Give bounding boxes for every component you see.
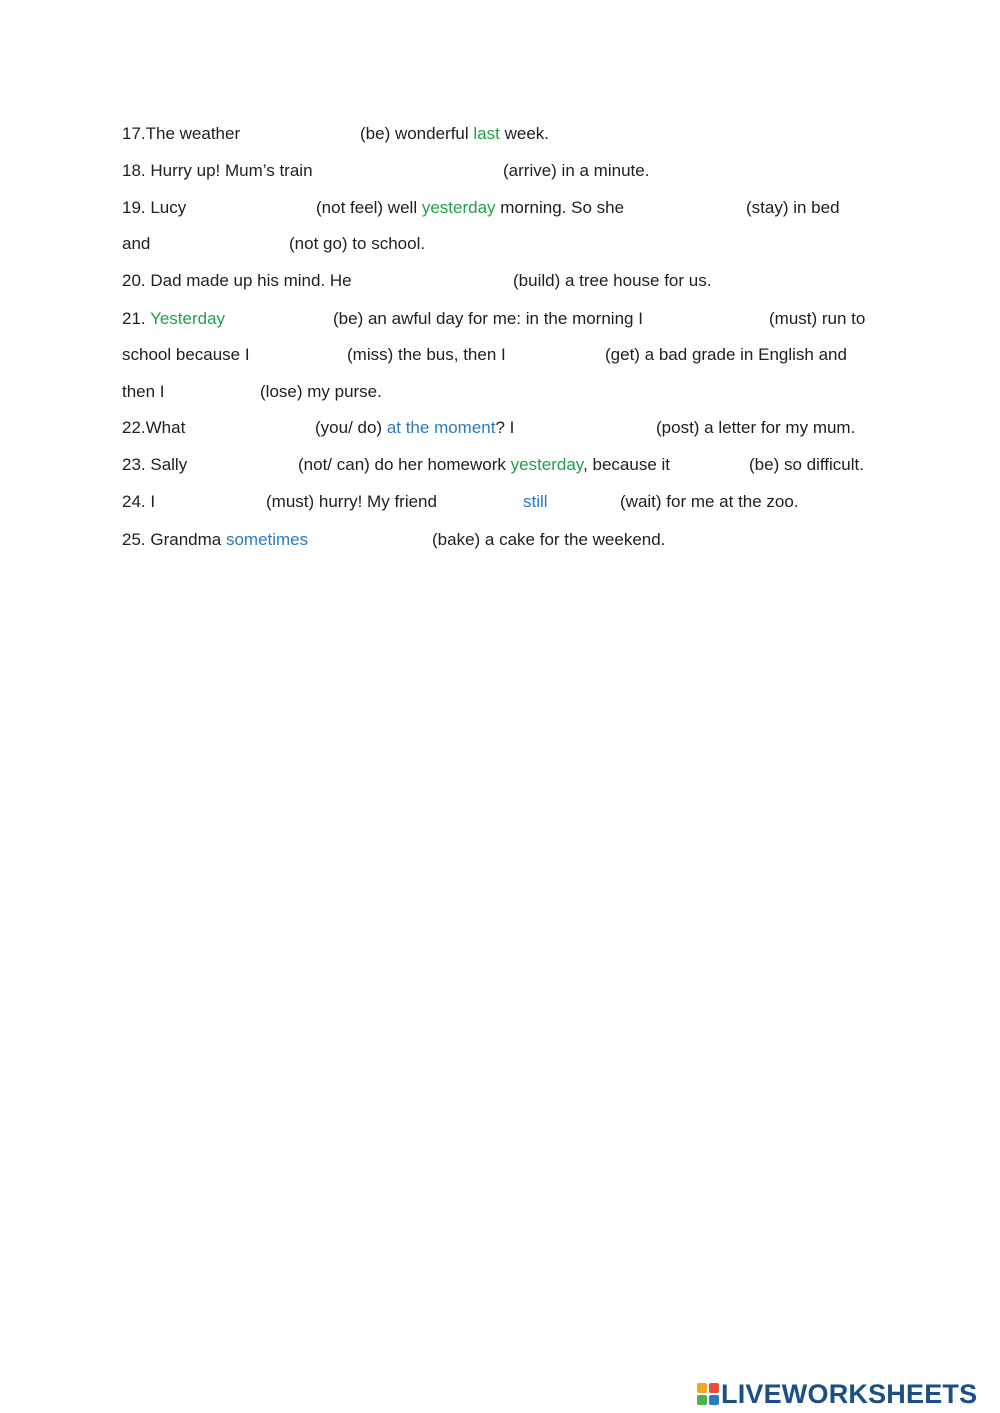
sentence-text: (stay) in bed bbox=[746, 198, 840, 217]
sentence-text: 24. I bbox=[122, 492, 156, 511]
sentence-text: (not/ can) do her homework yesterday, because it bbox=[298, 455, 671, 474]
answer-gap-20[interactable] bbox=[372, 271, 514, 293]
answer-gap-21e[interactable] bbox=[174, 382, 260, 404]
sentence-text: 25. Grandma sometimes bbox=[122, 530, 309, 549]
liveworksheets-logo bbox=[697, 1379, 977, 1409]
liveworksheets-blocks-icon bbox=[697, 1383, 719, 1405]
sentence-text: (not feel) well yesterday morning. So she bbox=[316, 198, 625, 217]
sentence-text: then I bbox=[122, 382, 165, 401]
time-marker: yesterday bbox=[510, 455, 584, 474]
sentence-text: (must) hurry! My friend bbox=[266, 492, 437, 511]
answer-gap-21a[interactable] bbox=[236, 309, 333, 331]
sentence-text: (bake) a cake for the weekend. bbox=[432, 530, 666, 549]
sentence-text: 19. Lucy bbox=[122, 198, 187, 217]
sentence-text: (be) so difficult. bbox=[749, 455, 864, 474]
sentence-text: (must) run to bbox=[769, 309, 866, 328]
sentence-text: (miss) the bus, then I bbox=[347, 345, 506, 364]
answer-gap-25[interactable] bbox=[326, 530, 432, 552]
answer-gap-24c[interactable] bbox=[556, 492, 620, 514]
sentence-text: (post) a letter for my mum. bbox=[656, 418, 856, 437]
time-marker: last bbox=[473, 124, 500, 143]
sentence-text: (wait) for me at the zoo. bbox=[620, 492, 799, 511]
sentence-text: 22.What bbox=[122, 418, 186, 437]
answer-gap-21b[interactable] bbox=[678, 309, 769, 331]
answer-gap-21d[interactable] bbox=[522, 345, 606, 367]
logo-text: LIVEWORKSHEETS bbox=[721, 1378, 978, 1409]
sentence-text: (be) wonderful last week. bbox=[360, 124, 549, 143]
sentence-text: (lose) my purse. bbox=[260, 382, 382, 401]
answer-gap-23b[interactable] bbox=[711, 455, 749, 477]
answer-gap-22b[interactable] bbox=[541, 418, 655, 440]
time-marker: yesterday bbox=[421, 198, 496, 217]
answer-gap-24a[interactable] bbox=[162, 492, 266, 514]
sentence-text: (be) an awful day for me: in the morning I bbox=[333, 309, 643, 328]
sentence-text: (get) a bad grade in English and bbox=[605, 345, 847, 364]
time-marker: at the moment bbox=[386, 418, 496, 437]
time-marker: sometimes bbox=[225, 530, 309, 549]
answer-gap-19c[interactable] bbox=[158, 234, 290, 256]
time-marker: Yesterday bbox=[150, 309, 226, 328]
time-marker: still bbox=[523, 492, 548, 511]
sentence-text: 17.The weather bbox=[122, 124, 241, 143]
sentence-text: 20. Dad made up his mind. He bbox=[122, 271, 352, 290]
sentence-text: school because I bbox=[122, 345, 250, 364]
answer-gap-18[interactable] bbox=[340, 161, 504, 183]
answer-gap-22a[interactable] bbox=[196, 418, 315, 440]
answer-gap-23a[interactable] bbox=[194, 455, 298, 477]
answer-gap-24b[interactable] bbox=[464, 492, 523, 514]
answer-gap-19b[interactable] bbox=[655, 198, 747, 220]
sentence-text: and bbox=[122, 234, 151, 253]
sentence-text: 18. Hurry up! Mum’s train bbox=[122, 161, 313, 180]
answer-gap-21c[interactable] bbox=[260, 345, 348, 367]
answer-gap-17[interactable] bbox=[254, 124, 358, 146]
answer-gap-19a[interactable] bbox=[192, 198, 316, 220]
sentence-text: (you/ do) at the moment? I bbox=[315, 418, 515, 437]
sentence-text: (arrive) in a minute. bbox=[503, 161, 650, 180]
sentence-text: (build) a tree house for us. bbox=[513, 271, 712, 290]
sentence-text: 21. Yesterday bbox=[122, 309, 226, 328]
sentence-text: (not go) to school. bbox=[289, 234, 426, 253]
sentence-text: 23. Sally bbox=[122, 455, 188, 474]
